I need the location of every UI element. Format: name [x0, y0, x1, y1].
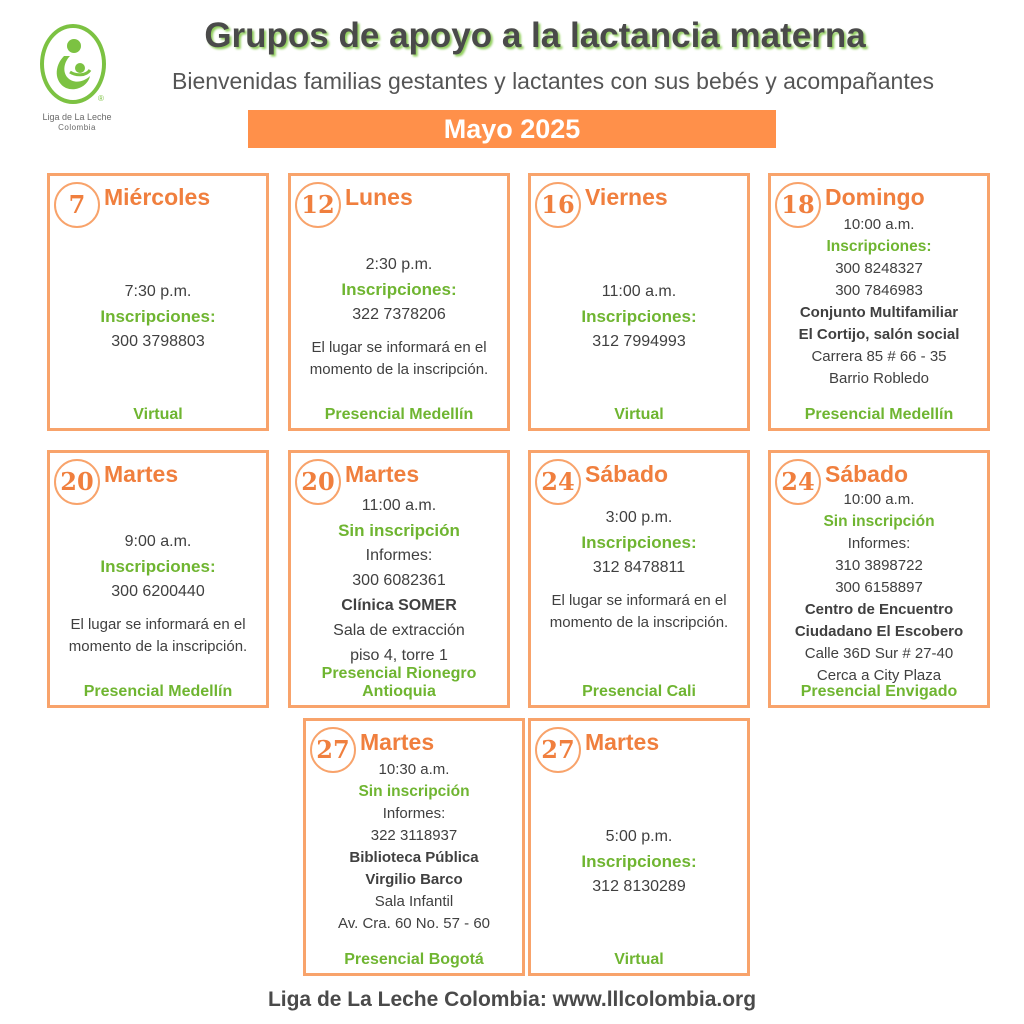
event-modality: Presencial Medellín: [804, 406, 954, 423]
logo-country: Colombia: [58, 123, 96, 132]
weekday: Viernes: [585, 184, 668, 210]
weekday: Lunes: [345, 184, 413, 210]
registration-label: Inscripciones:: [581, 533, 697, 552]
location-note-line: momento de la inscripción.: [309, 360, 489, 378]
venue-room: Sala de extracción: [333, 622, 465, 639]
event-card: [303, 718, 525, 976]
info-label: Informes:: [847, 535, 911, 552]
event-card: [47, 450, 269, 708]
day-number: 24: [775, 459, 821, 505]
event-time: 7:30 p.m.: [124, 282, 192, 300]
location-note-line: El lugar se informará en el: [311, 338, 487, 356]
event-time: 5:00 p.m.: [605, 827, 673, 845]
weekday: Domingo: [825, 184, 925, 210]
page-title: Grupos de apoyo a la lactancia materna: [204, 16, 866, 55]
event-modality: Virtual: [614, 951, 664, 968]
phone-number: 300 6082361: [352, 572, 446, 589]
page-subtitle: Bienvenidas familias gestantes y lactantes con sus bebés y acompañantes: [172, 68, 934, 94]
venue-name: Conjunto Multifamiliar: [799, 304, 959, 321]
event-modality-line: Antioquia: [362, 683, 436, 700]
event-card: [288, 450, 510, 708]
registration-label: Sin inscripción: [823, 513, 935, 530]
event-time: 2:30 p.m.: [365, 255, 433, 273]
registration-label: Sin inscripción: [358, 783, 470, 800]
day-number: 7: [54, 182, 100, 228]
weekday: Martes: [345, 461, 420, 487]
venue-address: Av. Cra. 60 No. 57 - 60: [337, 915, 491, 932]
event-card: [528, 450, 750, 708]
location-note-line: momento de la inscripción.: [549, 614, 729, 631]
event-modality: Presencial Bogotá: [344, 951, 484, 968]
venue-name: Biblioteca Pública: [349, 849, 479, 866]
event-time: 11:00 a.m.: [361, 497, 437, 514]
phone-number: 300 7846983: [835, 282, 923, 299]
phone-number: 322 7378206: [352, 305, 446, 323]
location-note: [69, 614, 247, 658]
location-note-line: El lugar se informará en el: [70, 615, 246, 633]
venue-address: Barrio Robledo: [828, 370, 930, 387]
event-card: [47, 173, 269, 431]
location-note-line: momento de la inscripción.: [68, 637, 248, 655]
phone-number: 312 8478811: [592, 559, 686, 576]
info-label: Informes:: [365, 547, 433, 564]
day-number: 24: [535, 459, 581, 505]
footer-website: Liga de La Leche Colombia: www.lllcolombia.org: [267, 988, 757, 1011]
venue-name: Ciudadano El Escobero: [794, 623, 964, 640]
logo-registered-mark: ®: [98, 94, 104, 103]
phone-number: 300 6158897: [835, 579, 923, 596]
weekday: Martes: [585, 729, 660, 755]
event-modality: Virtual: [133, 406, 183, 423]
location-note: [550, 590, 728, 634]
phone-number: 312 7994993: [592, 332, 686, 350]
phone-number: 322 3118937: [370, 827, 458, 844]
event-modality: Presencial Medellín: [83, 683, 233, 700]
registration-label: Inscripciones:: [100, 306, 216, 326]
phone-number: 312 8130289: [592, 877, 686, 895]
month-banner: Mayo 2025: [248, 110, 776, 148]
event-card: [528, 718, 750, 976]
event-modality: Presencial Cali: [582, 683, 696, 700]
venue-name: El Cortijo, salón social: [798, 326, 960, 343]
event-modality-line: Presencial Rionegro: [321, 665, 477, 682]
event-modality: [291, 665, 507, 701]
day-number: 20: [54, 459, 100, 505]
event-card: [768, 173, 990, 431]
phone-number: 300 3798803: [111, 332, 205, 350]
event-time: 10:00 a.m.: [843, 491, 915, 508]
event-time: 10:30 a.m.: [378, 761, 450, 778]
event-time: 11:00 a.m.: [601, 282, 677, 300]
event-modality: Presencial Envigado: [800, 683, 958, 700]
logo-name: Liga de La Leche: [42, 112, 112, 122]
weekday: Sábado: [585, 461, 669, 487]
event-modality: Presencial Medellín: [324, 406, 474, 423]
day-number: 16: [535, 182, 581, 228]
weekday: Sábado: [825, 461, 909, 487]
event-card: [528, 173, 750, 431]
day-number: 12: [295, 182, 341, 228]
event-time: 3:00 p.m.: [605, 509, 673, 526]
event-card: [288, 173, 510, 431]
registration-label: Sin inscripción: [338, 521, 460, 540]
location-note: [310, 337, 488, 381]
registration-label: Inscripciones:: [581, 306, 697, 326]
day-number: 27: [310, 727, 356, 773]
event-card: [768, 450, 990, 708]
phone-number: 300 8248327: [835, 260, 923, 277]
info-label: Informes:: [382, 805, 446, 822]
registration-label: Inscripciones:: [341, 279, 457, 299]
venue-name: Clínica SOMER: [341, 597, 457, 614]
event-modality: Virtual: [614, 406, 664, 423]
phone-number: 310 3898722: [835, 557, 923, 574]
registration-label: Inscripciones:: [100, 556, 216, 576]
registration-label: Inscripciones:: [826, 238, 932, 255]
weekday: Martes: [360, 729, 435, 755]
venue-name: Virgilio Barco: [365, 871, 463, 888]
location-note-line: El lugar se informará en el: [551, 592, 727, 609]
mother-and-baby-icon: [40, 24, 106, 104]
phone-number: 300 6200440: [111, 582, 205, 600]
venue-address: Cerca a City Plaza: [816, 667, 942, 684]
event-time: 9:00 a.m.: [124, 532, 192, 550]
venue-room: Sala Infantil: [374, 893, 454, 910]
day-number: 18: [775, 182, 821, 228]
venue-room: piso 4, torre 1: [350, 647, 448, 664]
weekday: Miércoles: [104, 184, 211, 210]
venue-address: Carrera 85 # 66 - 35: [811, 348, 947, 365]
day-number: 20: [295, 459, 341, 505]
day-number: 27: [535, 727, 581, 773]
venue-name: Centro de Encuentro: [804, 601, 954, 618]
venue-address: Calle 36D Sur # 27-40: [804, 645, 954, 662]
event-time: 10:00 a.m.: [843, 216, 915, 233]
registration-label: Inscripciones:: [581, 851, 697, 871]
weekday: Martes: [104, 461, 179, 487]
logo: [34, 24, 120, 136]
